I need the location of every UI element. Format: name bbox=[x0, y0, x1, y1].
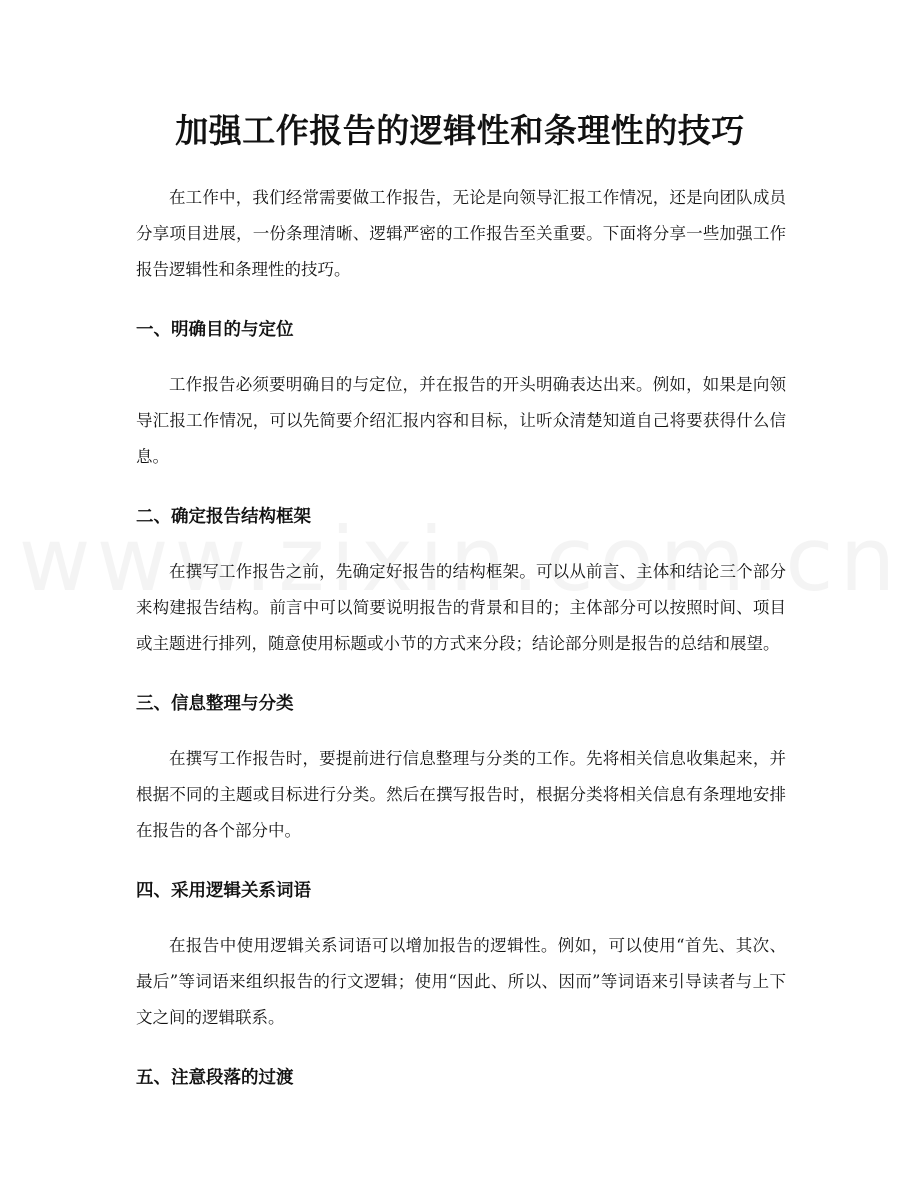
section-paragraph-1: 工作报告必须要明确目的与定位，并在报告的开头明确表达出来。例如，如果是向领导汇报工作情况，可以先简要介绍汇报内容和目标，让听众清楚知道自己将要获得什么信息。 bbox=[136, 375, 786, 466]
section-heading-5: 五、注意段落的过渡 bbox=[136, 1068, 294, 1088]
section-heading-3: 三、信息整理与分类 bbox=[136, 694, 294, 714]
section-paragraph-4: 在报告中使用逻辑关系词语可以增加报告的逻辑性。例如，可以使用“首先、其次、最后”等词语来组织报告的行文逻辑；使用“因此、所以、因而”等词语来引导读者与上下文之间的逻辑联系。 bbox=[136, 936, 786, 1027]
document-title: 加强工作报告的逻辑性和条理性的技巧 bbox=[175, 111, 745, 150]
section-heading-4: 四、采用逻辑关系词语 bbox=[136, 881, 311, 901]
section-paragraph-2: 在撰写工作报告之前，先确定好报告的结构框架。可以从前言、主体和结论三个部分来构建报告结构。前言中可以简要说明报告的背景和目的；主体部分可以按照时间、项目或主题进行排列，随意使用标题或小节的方式来分段；结论部分则是报告的总结和展望。 bbox=[136, 562, 786, 653]
section-heading-2: 二、确定报告结构框架 bbox=[136, 507, 311, 527]
intro-paragraph: 在工作中，我们经常需要做工作报告，无论是向领导汇报工作情况，还是向团队成员分享项目进展，一份条理清晰、逻辑严密的工作报告至关重要。下面将分享一些加强工作报告逻辑性和条理性的技巧。 bbox=[136, 188, 786, 279]
section-heading-1: 一、明确目的与定位 bbox=[136, 320, 294, 340]
document-body bbox=[136, 180, 786, 1091]
section-paragraph-3: 在撰写工作报告时，要提前进行信息整理与分类的工作。先将相关信息收集起来，并根据不同的主题或目标进行分类。然后在撰写报告时，根据分类将相关信息有条理地安排在报告的各个部分中。 bbox=[136, 749, 786, 840]
